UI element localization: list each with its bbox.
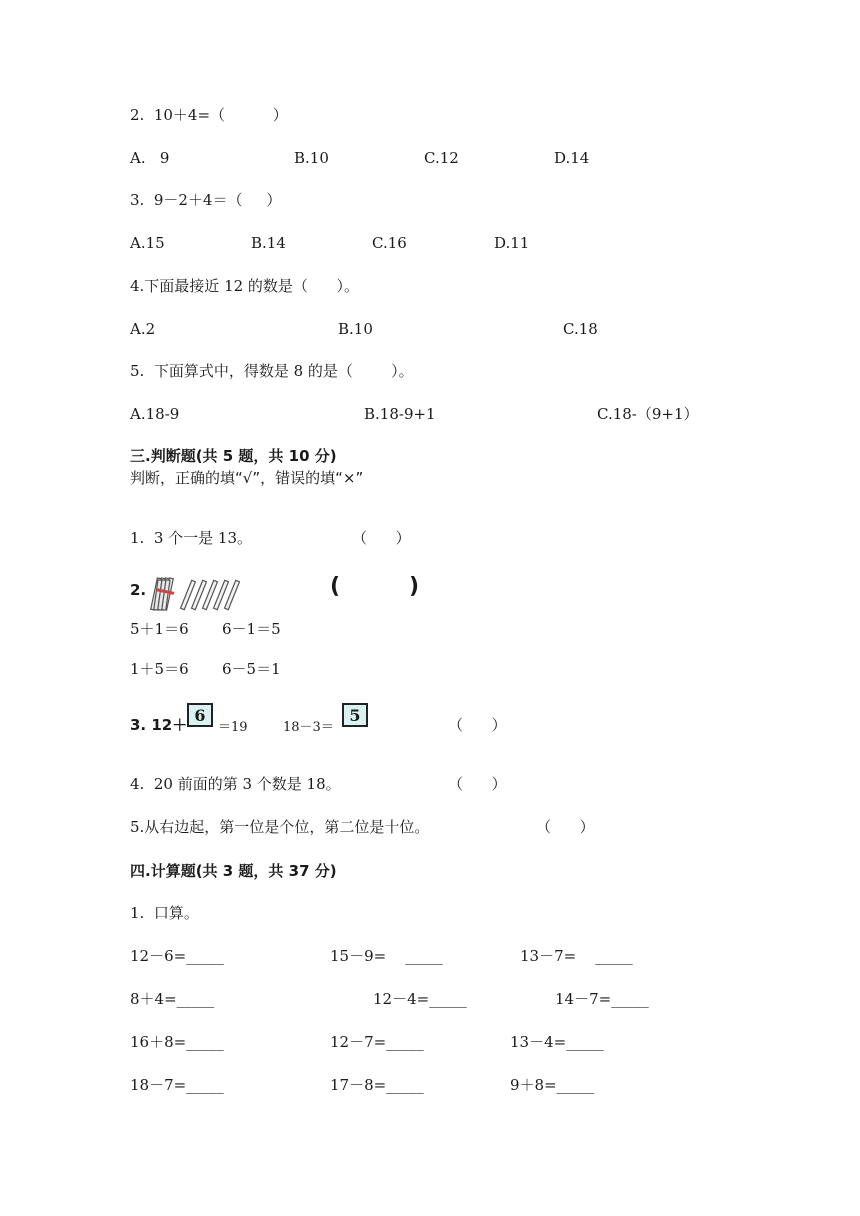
- q3-option-d: D.11: [494, 234, 530, 252]
- oral-calc-item: 13－4=_____: [510, 1033, 604, 1051]
- judge-q3-expression: 18－3＝: [283, 720, 334, 735]
- q2-option-c: C.12: [424, 149, 459, 167]
- q4-option-a: A.2: [130, 320, 156, 338]
- q5-option-c: C.18-（9+1）: [597, 405, 699, 423]
- judge-q5-text: 5.从右边起，第一位是个位，第二位是十位。: [130, 818, 430, 836]
- q2-option-a: A. 9: [130, 149, 170, 167]
- judge-q2-answer-paren: ( ): [330, 574, 420, 599]
- q5-stem: 5. 下面算式中，得数是 8 的是（ ）。: [130, 362, 414, 380]
- judge-q3-answer-paren: （ ）: [448, 716, 507, 734]
- oral-calc-item: 14－7=_____: [555, 990, 649, 1008]
- section4-title: 四.计算题(共 3 题，共 37 分): [130, 862, 337, 880]
- counting-sticks-image: [150, 574, 240, 614]
- q4-option-b: B.10: [338, 320, 373, 338]
- q2-option-d: D.14: [554, 149, 590, 167]
- oral-calc-item: 12－6=_____: [130, 947, 224, 965]
- judge-q4-answer-paren: （ ）: [448, 775, 507, 793]
- calc-q1-label: 1. 口算。: [130, 904, 199, 922]
- section3-instruction: 判断，正确的填“√”，错误的填“×”: [130, 469, 364, 487]
- q3-option-b: B.14: [251, 234, 286, 252]
- q5-option-b: B.18-9+1: [364, 405, 436, 423]
- oral-calc-item: 17－8=_____: [330, 1076, 424, 1094]
- oral-calc-item: 12－7=_____: [330, 1033, 424, 1051]
- oral-calc-item: 15－9= _____: [330, 947, 443, 965]
- judge-q2-equations-line1: 5＋1＝6 6－1＝5: [130, 620, 281, 638]
- judge-q1-answer-paren: （ ）: [352, 529, 411, 547]
- q4-option-c: C.18: [563, 320, 598, 338]
- judge-q1-text: 1. 3 个一是 13。: [130, 529, 253, 547]
- judge-q2-number: 2.: [130, 581, 147, 599]
- judge-q5-answer-paren: （ ）: [536, 818, 595, 836]
- q2-stem: 2. 10＋4=（ ）: [130, 106, 288, 124]
- oral-calc-item: 18－7=_____: [130, 1076, 224, 1094]
- oral-calc-item: 8＋4=_____: [130, 990, 215, 1008]
- judge-q3-box-6: 6: [187, 703, 213, 727]
- judge-q3-equals-19: ＝19: [218, 720, 248, 735]
- q3-option-c: C.16: [372, 234, 407, 252]
- section3-title: 三.判断题(共 5 题，共 10 分): [130, 447, 337, 465]
- q3-option-a: A.15: [130, 234, 165, 252]
- judge-q3-prefix: 3. 12＋: [130, 716, 188, 734]
- judge-q4-text: 4. 20 前面的第 3 个数是 18。: [130, 775, 341, 793]
- q4-stem: 4.下面最接近 12 的数是（ ）。: [130, 277, 360, 295]
- judge-q3-box-5: 5: [342, 703, 368, 727]
- judge-q2-equations-line2: 1＋5＝6 6－5＝1: [130, 660, 281, 678]
- oral-calc-item: 13－7= _____: [520, 947, 633, 965]
- q5-option-a: A.18-9: [130, 405, 180, 423]
- oral-calc-item: 12－4=_____: [373, 990, 467, 1008]
- q2-option-b: B.10: [294, 149, 329, 167]
- q3-stem: 3. 9－2＋4＝（ ）: [130, 191, 282, 209]
- oral-calc-item: 9＋8=_____: [510, 1076, 595, 1094]
- oral-calc-item: 16＋8=_____: [130, 1033, 224, 1051]
